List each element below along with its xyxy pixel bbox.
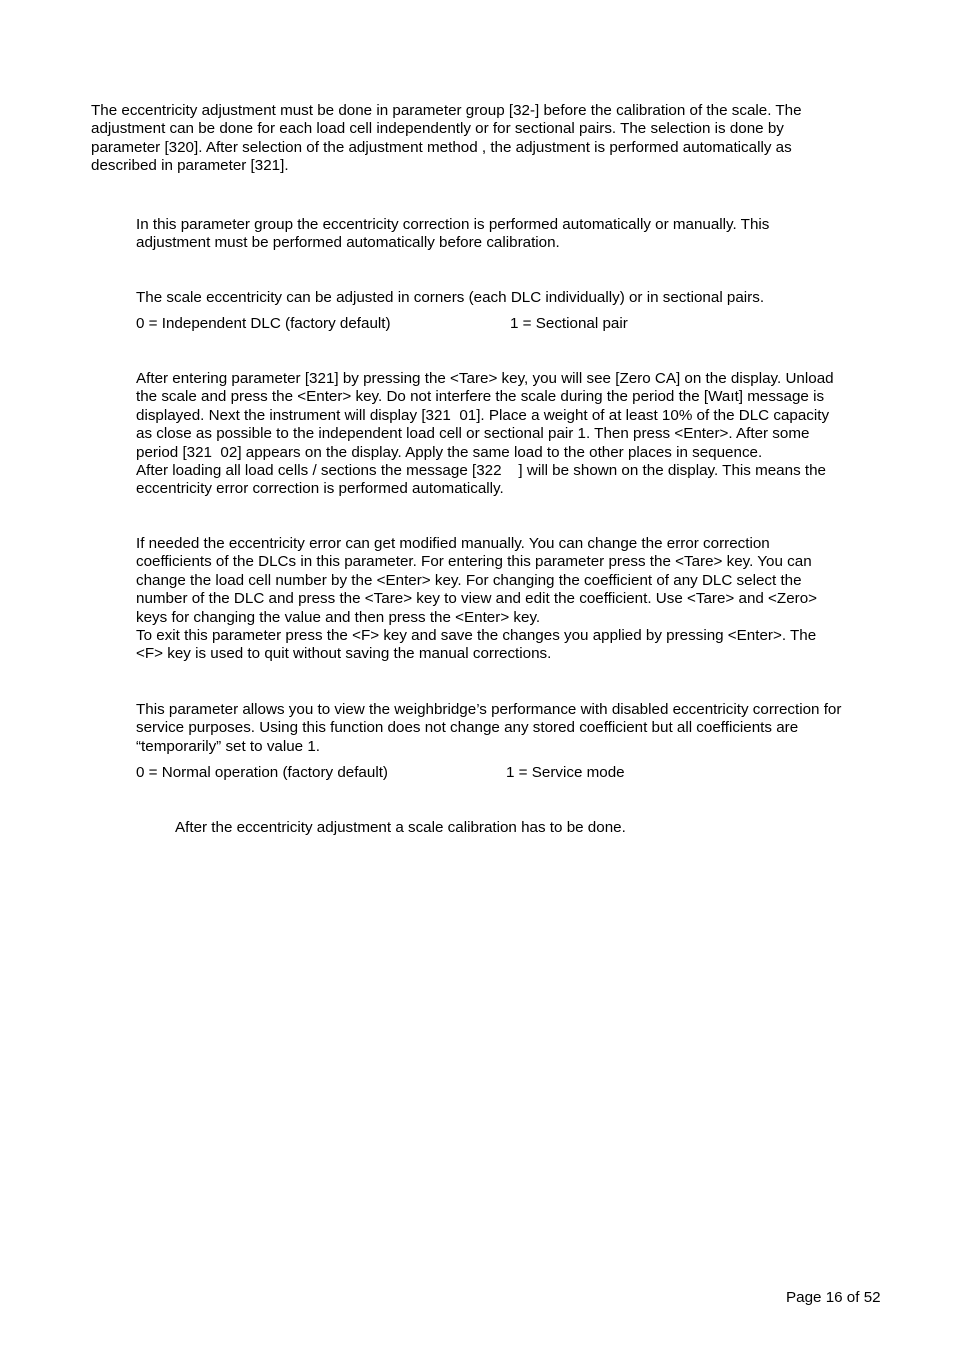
param-320-option-1: 1 = Sectional pair bbox=[510, 315, 628, 332]
param-323-description: This parameter allows you to view the weighbridge’s performance with disabled eccentricity correction for service purposes. Using this function does not change any stored coefficient but all coefficients are “temporarily” set to value 1. bbox=[136, 701, 842, 755]
calibration-note: After the eccentricity adjustment a scale calibration has to be done. bbox=[175, 819, 626, 836]
intro-paragraph: The eccentricity adjustment must be done in parameter group [32-] before the calibration of the scale. The adjustment can be done for each load cell independently or for sectional pairs. The selection is done by parameter [320]. After selection of the adjustment method , the adjustment is performed automatically as described in parameter [321]. bbox=[91, 102, 802, 175]
param-322-description: If needed the eccentricity error can get modified manually. You can change the error correction coefficients of the DLCs in this parameter. For entering this parameter press the <Tare> key. You can change the load cell number by the <Enter> key. For changing the coefficient of any DLC select the number of the DLC and press the <Tare> key to view and edit the coefficient. Use <Tare> and <Zero> keys for changing the value and then press the <Enter> key. To exit this parameter press the <F> key and save the changes you applied by pressing <Enter>. The <F> key is used to quit without saving the manual corrections. bbox=[136, 535, 818, 663]
param-320-description: The scale eccentricity can be adjusted in corners (each DLC individually) or in sectional pairs. bbox=[136, 289, 765, 306]
param-323-option-1: 1 = Service mode bbox=[506, 764, 625, 781]
param-323-option-0: 0 = Normal operation (factory default) bbox=[136, 764, 388, 781]
param-320-option-0: 0 = Independent DLC (factory default) bbox=[136, 315, 391, 332]
page-number: Page 16 of 52 bbox=[786, 1289, 881, 1306]
param-321-description: After entering parameter [321] by pressing the <Tare> key, you will see [Zero CA] on the display. Unload the scale and press the <Enter> key. Do not interfere the scale during the period the [Waıt] message is displayed. Next the instrument will display [321 01]. Place a weight of at least 10% of the DLC capacity as close as possible to the independent load cell or sectional pair 1. Then press <Enter>. After some period [321 02] appears on the display. Apply the same load to the other places in sequence. After loading all load cells / sections the message [322 ] will be shown on the display. This means the eccentricity error correction is performed automatically. bbox=[136, 370, 834, 498]
group-32-description: In this parameter group the eccentricity correction is performed automatically or manually. This adjustment must be performed automatically before calibration. bbox=[136, 216, 770, 252]
